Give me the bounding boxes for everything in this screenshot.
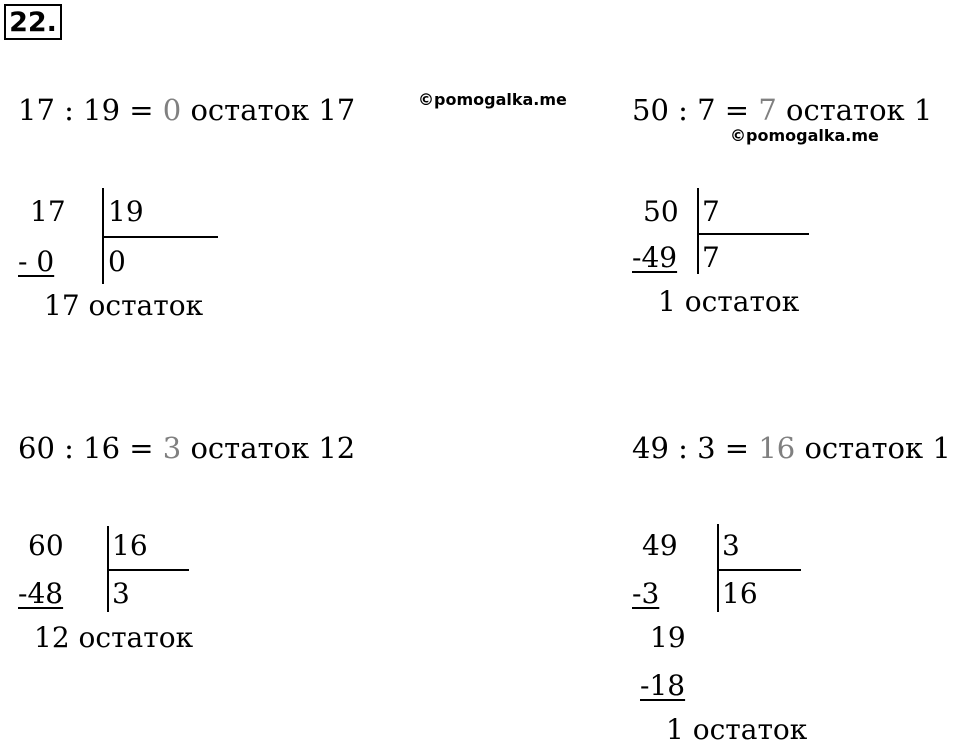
eq-remainder: остаток 12 (190, 431, 356, 465)
eq-operator: : (64, 93, 74, 127)
eq-dividend: 60 (18, 431, 55, 465)
eq-remainder: остаток 17 (190, 93, 356, 127)
watermark: ©pomogalka.me (418, 90, 567, 109)
work-subtrahend: -48 (18, 577, 64, 610)
eq-remainder: остаток 1 (804, 431, 951, 465)
work-divisor: 7 (702, 195, 720, 228)
eq-equals: = (724, 431, 750, 465)
equation-2 (632, 93, 933, 127)
work-partial-dividend: 19 (650, 621, 686, 654)
eq-divisor: 7 (697, 93, 716, 127)
division-bar-horizontal (107, 569, 189, 571)
work-remainder: 1 остаток (666, 713, 808, 746)
work-quotient: 3 (112, 577, 130, 610)
work-remainder: 17 остаток (44, 289, 204, 322)
work-divisor: 16 (112, 529, 148, 562)
eq-operator: : (678, 93, 688, 127)
equation-1 (18, 93, 356, 127)
eq-quotient: 0 (162, 93, 182, 127)
work-dividend: 49 (642, 529, 678, 562)
work-subtrahend: - 0 (18, 245, 55, 278)
work-divisor: 19 (108, 195, 144, 228)
eq-equals: = (129, 93, 154, 127)
eq-equals: = (129, 431, 154, 465)
work-dividend: 17 (30, 195, 66, 228)
eq-dividend: 17 (18, 93, 55, 127)
division-bar-horizontal (102, 236, 218, 238)
eq-dividend: 50 (632, 93, 669, 127)
eq-operator: : (64, 431, 74, 465)
work-dividend: 50 (643, 195, 679, 228)
eq-dividend: 49 (632, 431, 669, 465)
equation-4 (632, 431, 951, 465)
equation-3 (18, 431, 356, 465)
work-subtrahend: -49 (632, 241, 678, 274)
eq-divisor: 16 (83, 431, 121, 465)
task-number: 22. (4, 4, 62, 40)
work-divisor: 3 (722, 529, 740, 562)
work-quotient: 16 (722, 577, 758, 610)
work-dividend: 60 (28, 529, 64, 562)
division-bar-vertical (717, 524, 719, 612)
division-bar-horizontal (697, 233, 809, 235)
work-subtrahend: -3 (632, 577, 660, 610)
eq-divisor: 3 (697, 431, 716, 465)
work-remainder: 12 остаток (34, 621, 194, 654)
eq-remainder: остаток 1 (786, 93, 933, 127)
division-bar-vertical (697, 188, 699, 274)
work-quotient: 0 (108, 245, 126, 278)
eq-equals: = (724, 93, 750, 127)
eq-divisor: 19 (83, 93, 121, 127)
work-subtrahend-2: -18 (640, 669, 686, 702)
eq-quotient: 16 (758, 431, 796, 465)
eq-quotient: 7 (758, 93, 777, 127)
watermark: ©pomogalka.me (730, 126, 879, 145)
eq-operator: : (678, 431, 688, 465)
eq-quotient: 3 (162, 431, 182, 465)
division-bar-horizontal (717, 569, 801, 571)
work-quotient: 7 (702, 241, 720, 274)
work-remainder: 1 остаток (658, 285, 800, 318)
